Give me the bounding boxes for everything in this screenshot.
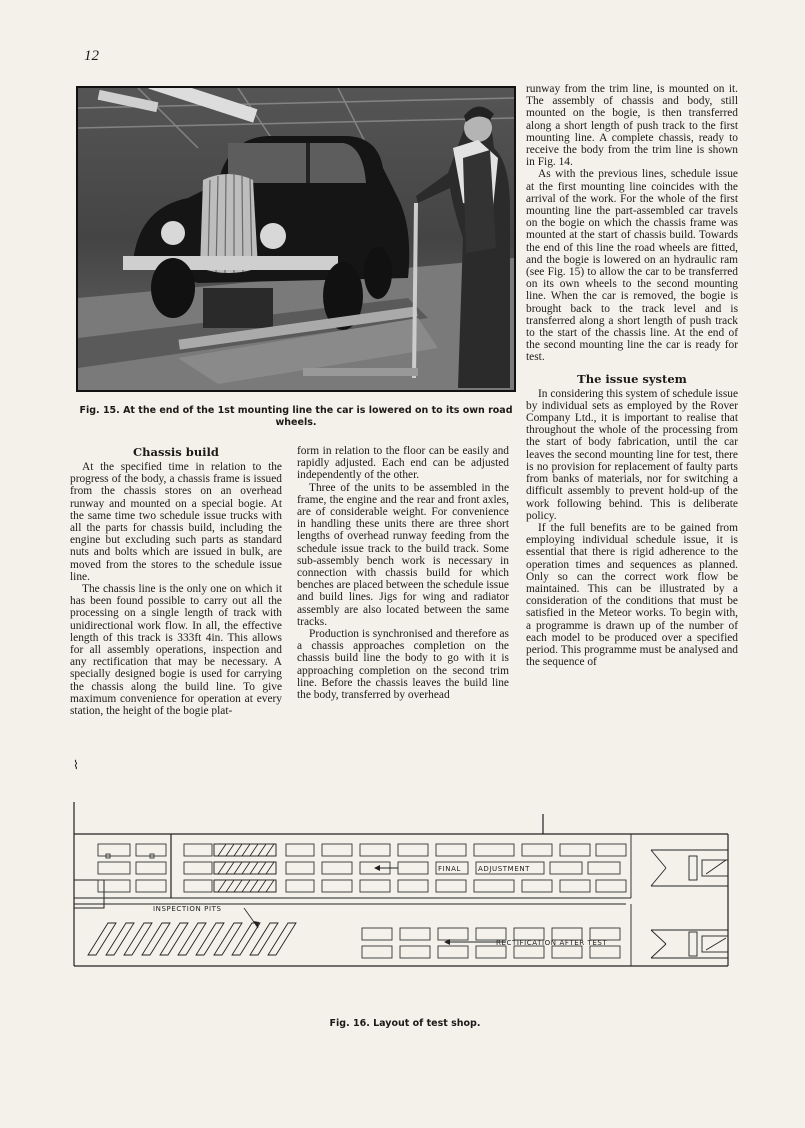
paragraph: Three of the units to be assembled in the frame, the engine and the rear and front axles, are of considerable weight. For convenience in handling these units there are three short lengths of overhead runway feeding from the schedule issue track to the build track. Some sub-assembly bench work is necessary in connection with chassis build for which benches are placed between the schedule issue and build lines. Jigs for wing and radiator assembly are also located between the same tracks. (297, 481, 509, 628)
figure-16-caption: Fig. 16. Layout of test shop. (329, 1018, 481, 1029)
column-2 (297, 445, 509, 701)
test-shop-layout-diagram (66, 780, 738, 980)
figure-15-caption: Fig. 15. At the end of the 1st mounting line the car is lowered on to its own road wheels. (79, 405, 513, 428)
paragraph: The chassis line is the only one on which it has been found possible to carry out all the processing on a single length of track with unidirectional work flow. In all, the effective length of this track is 333ft 4in. This allows for all assembly operations, inspection and any rectification that may be necessary. A specially designed bogie is used for carrying the chassis along the build line. To give maximum convenience for operation at every station, the height of the bogie plat- (70, 583, 282, 718)
factory-photo (76, 86, 516, 392)
paragraph: At the specified time in relation to the progress of the body, a chassis frame is issued from the chassis stores on an overhead runway and mounted on a special bogie. At the same time two schedule issue trucks with all the parts for chassis build, including the engine but excluding such parts as standard nuts and bolts which are issued in bulk, are moved from the stores to the schedule issue line. (70, 461, 282, 583)
margin-mark: ⌇ (73, 758, 79, 772)
rectification-label: RECTIFICATION AFTER TEST (496, 939, 608, 947)
paragraph: Production is synchronised and therefore as a chassis approaches completion on the chassis build line the body to go with it is approaching completion on the second trim line. Before the chassis leaves the build line the body, transferred by overhead (297, 628, 509, 702)
adjustment-label: ADJUSTMENT (478, 865, 531, 873)
chassis-build-heading: Chassis build (133, 445, 219, 459)
paragraph: runway from the trim line, is mounted on it. The assembly of chassis and body, still mounted on the bogie, is then transferred along a short length of push track to the first mounting line. A complete chassis, ready to receive the body from the trim line is shown in Fig. 14. (526, 83, 738, 169)
final-label: FINAL (438, 865, 462, 873)
paragraph: form in relation to the floor can be easily and rapidly adjusted. Each end can be adjusted independently of the other. (297, 445, 509, 482)
paragraph: In considering this system of schedule issue by individual sets as employed by the Rover Company Ltd., it is important to realise that throughout the whole of the processing from the start of body fabrication, until the car leaves the second mounting line for test, there is no provision for replacement of faulty parts from banks of materials, nor for switching a difficult assembly to prevent hold-up of the work following behind. This is deliberate policy. (526, 387, 738, 522)
issue-system-heading: The issue system (577, 371, 687, 386)
column-3 (526, 83, 738, 668)
page-number: 12 (84, 48, 99, 64)
paragraph: As with the previous lines, schedule issue at the first mounting line coincides with the arrival of the work. For the whole of the first mounting line the part-assembled car travels on the bogie on which the chassis frame was mounted at the start of chassis build. Towards the end of this line the road wheels are fitted, and the bogie is lowered on an hydraulic ram (see Fig. 15) to allow the car to be transferred on its own wheels to the second mounting line. When the car is removed, the bogie is brought back to the track level and is transferred along a short length of push track to the start of the chassis line. At the end of the second mounting line the car is ready for test. (526, 168, 738, 364)
paragraph: If the full benefits are to be gained from employing individual schedule issue, it is essential that there is rigid adherence to the operation times and sequences as planned. Only so can the correct work flow be maintained. This can be illustrated by a consideration of the conditions that must be satisfied in the Meteor works. To begin with, a programme is drawn up of the number of each model to be produced over a specified period. This programme must be analysed and the sequence of (526, 521, 738, 669)
inspection-pits-label: INSPECTION PITS (153, 905, 222, 913)
column-1 (70, 445, 282, 717)
